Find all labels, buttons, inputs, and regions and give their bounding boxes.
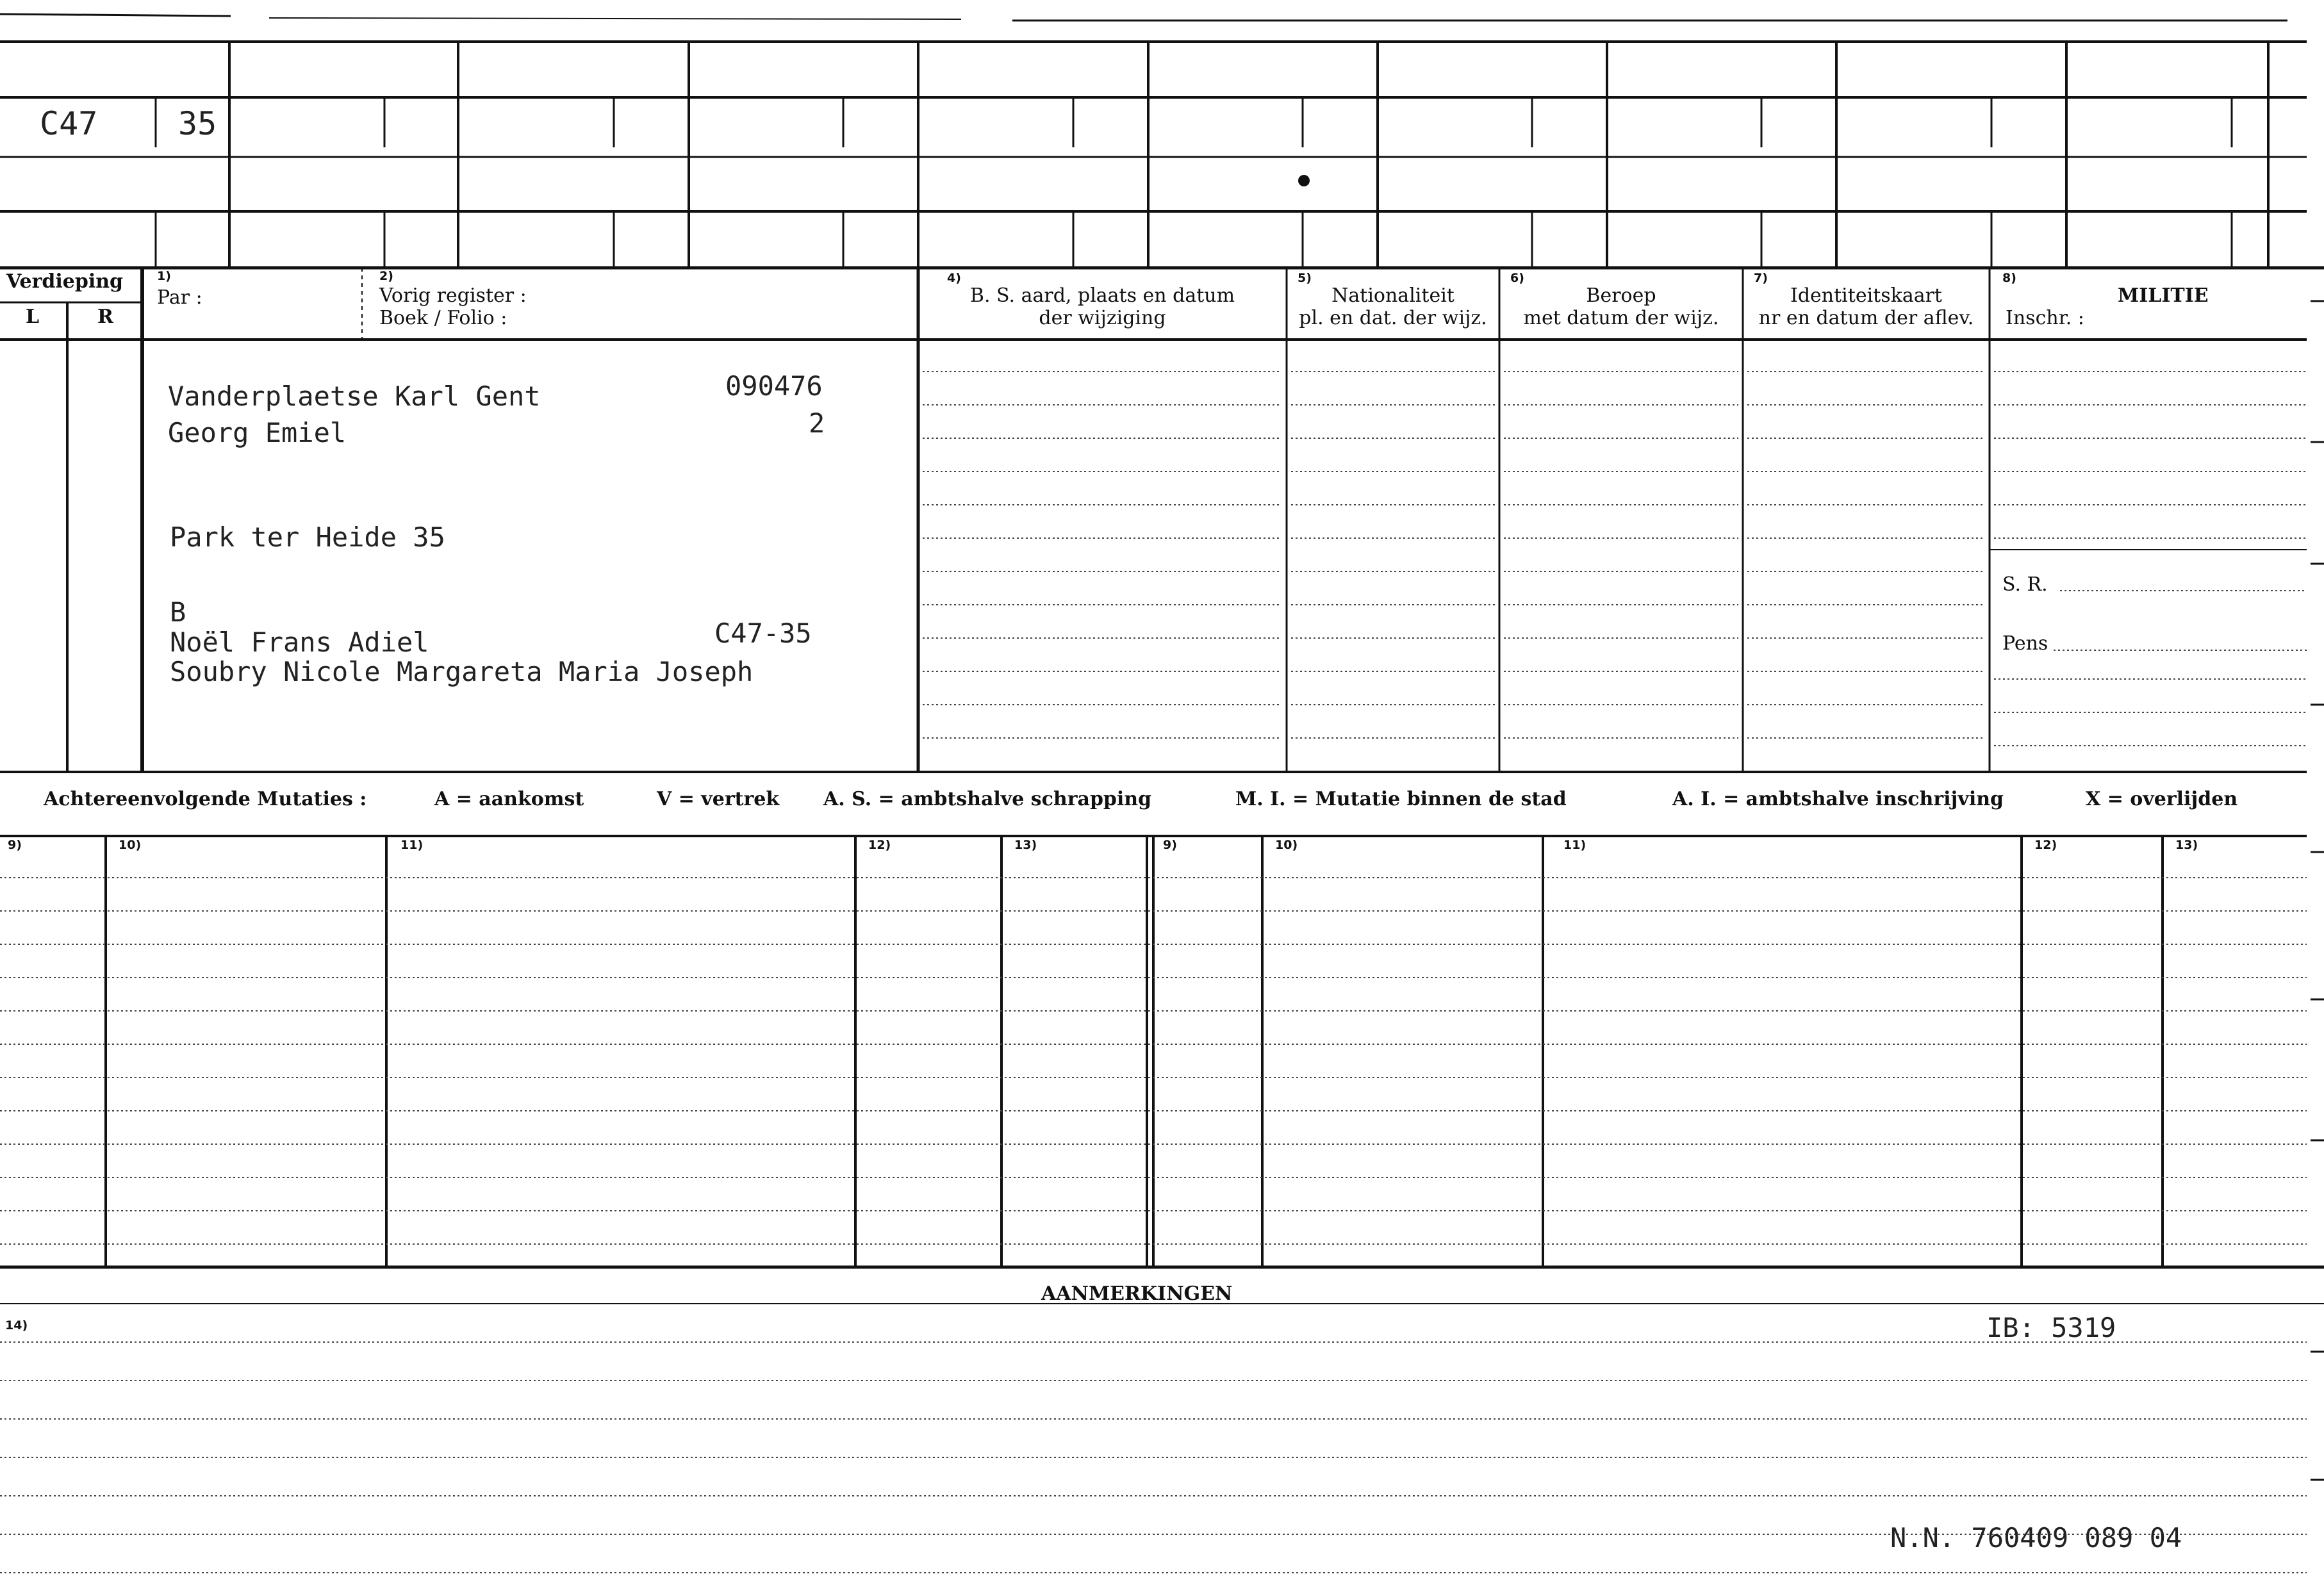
person-marker: B — [170, 596, 186, 628]
header-number: 35 — [178, 105, 217, 142]
mutation-col-number: 11) — [400, 838, 424, 852]
person-father: Noël Frans Adiel — [170, 627, 429, 658]
mutation-col-number: 12) — [868, 838, 891, 852]
bs-label-2: der wijziging — [1039, 307, 1166, 329]
person-surname-line: Vanderplaetse Karl Gent — [168, 381, 541, 412]
mutation-col-number: 9) — [1163, 838, 1177, 852]
national-number: N.N. 760409 089 04 — [1890, 1522, 2182, 1553]
field-number-1: 1) — [157, 269, 171, 283]
person-ref: C47-35 — [714, 618, 812, 649]
par-label: Par : — [157, 286, 202, 309]
field-number-4: 4) — [947, 271, 961, 285]
field-number-2: 2) — [379, 269, 393, 283]
mutation-col-number: 11) — [1563, 838, 1586, 852]
identiteitskaart-label-2: nr en datum der aflev. — [1758, 307, 1974, 329]
mutation-col-number: 13) — [2175, 838, 2198, 852]
mutation-col-number: 10) — [1275, 838, 1298, 852]
field-number-5: 5) — [1298, 271, 1312, 285]
field-number-6: 6) — [1510, 271, 1524, 285]
mutation-col-number: 10) — [119, 838, 142, 852]
right-label: R — [97, 306, 113, 328]
left-label: L — [26, 306, 40, 328]
beroep-label-2: met datum der wijz. — [1523, 307, 1719, 329]
person-birth-code: 090476 — [725, 370, 823, 402]
nationaliteit-label-2: pl. en dat. der wijz. — [1299, 307, 1487, 329]
beroep-label: Beroep — [1586, 284, 1656, 307]
mutation-col-number: 9) — [8, 838, 22, 852]
person-birth-sub: 2 — [809, 407, 825, 439]
person-mother: Soubry Nicole Margareta Maria Joseph — [170, 656, 754, 687]
ib-number: IB: 5319 — [1986, 1312, 2116, 1343]
identiteitskaart-label: Identiteitskaart — [1790, 284, 1942, 307]
header-code: C47 — [40, 105, 98, 142]
field-number-8: 8) — [2002, 271, 2016, 285]
legend-schrapping: A. S. = ambtshalve schrapping — [823, 788, 1152, 810]
boek-folio-label: Boek / Folio : — [379, 307, 507, 329]
legend-overlijden: X = overlijden — [2086, 788, 2238, 810]
inschr-label: Inschr. : — [2006, 307, 2084, 329]
mutaties-title: Achtereenvolgende Mutaties : — [44, 788, 367, 810]
militie-label: MILITIE — [2118, 284, 2209, 307]
sr-label: S. R. — [2002, 573, 2048, 596]
field-number-7: 7) — [1754, 271, 1768, 285]
aanmerkingen-title: AANMERKINGEN — [1041, 1283, 1233, 1305]
legend-inschrijving: A. I. = ambtshalve inschrijving — [1672, 788, 2004, 810]
person-address: Park ter Heide 35 — [170, 521, 445, 553]
field-number-14: 14) — [5, 1318, 28, 1332]
legend-mutatie-stad: M. I. = Mutatie binnen de stad — [1235, 788, 1567, 810]
bs-label: B. S. aard, plaats en datum — [969, 284, 1235, 307]
legend-vertrek: V = vertrek — [657, 788, 780, 810]
vorig-register-label: Vorig register : — [379, 284, 527, 307]
pens-label: Pens — [2002, 632, 2048, 655]
nationaliteit-label: Nationaliteit — [1331, 284, 1455, 307]
mutation-col-number: 12) — [2034, 838, 2057, 852]
person-given-names: Georg Emiel — [168, 417, 347, 448]
verdieping-label: Verdieping — [6, 270, 124, 293]
mutation-col-number: 13) — [1014, 838, 1037, 852]
legend-aankomst: A = aankomst — [434, 788, 584, 810]
